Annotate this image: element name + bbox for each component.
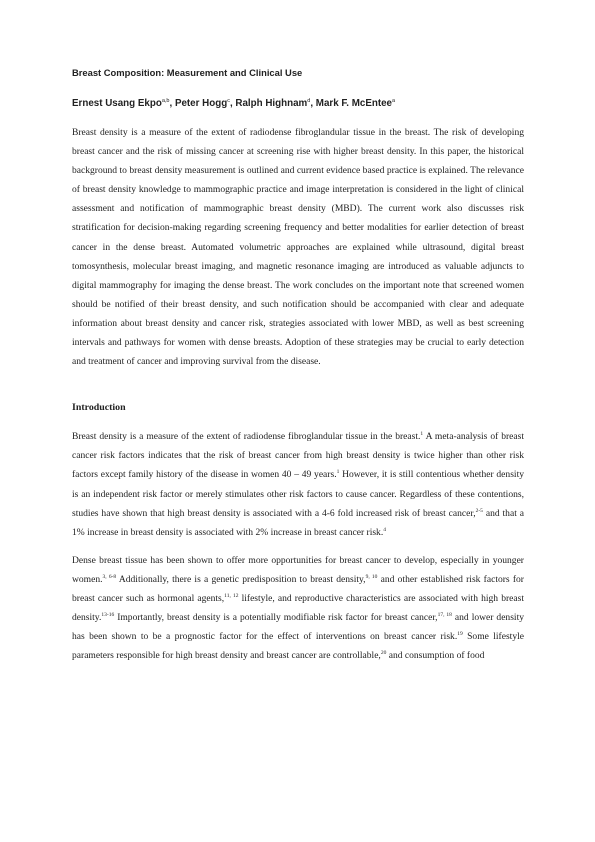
introduction-paragraph-2 (72, 551, 524, 666)
text-run: and other established risk factors for breast cancer such as hormonal agents, (72, 573, 524, 604)
citation-superscript: 20 (380, 650, 387, 657)
text-run: Breast density is a measure of the extent of radiodense fibroglandular tissue in the breast. (72, 431, 421, 443)
introduction-paragraph-1 (72, 427, 524, 542)
citation-superscript: 13-16 (101, 612, 115, 619)
citation-superscript: 1 (336, 469, 340, 476)
citation-superscript: 9, 10 (365, 573, 378, 580)
text-run: However, it is still contentious whether density is an independent risk factor or merely stimulates other risk factors to cause cancer. Regardless of these contentions, studies have shown that high breast density is associated with a 4-6 fold increased risk of breast cancer, (72, 469, 524, 519)
text-run: Some lifestyle parameters responsible for high breast density and breast cancer are controllable, (72, 631, 524, 662)
citation-superscript: 2-5 (475, 507, 483, 514)
author-separator: , (310, 98, 316, 109)
text-run: and that a 1% increase in breast density is associated with 2% increase in breast cancer risk. (72, 507, 524, 538)
author-affiliation-marker: d (307, 98, 311, 104)
text-run: Importantly, breast density is a potentially modifiable risk factor for breast cancer, (114, 612, 438, 624)
paper-page (72, 66, 524, 665)
text-run: Dense breast tissue has been shown to offer more opportunities for breast cancer to develop, especially in younger women. (72, 554, 524, 585)
author-affiliation-marker: c (227, 98, 230, 104)
author-name: Ernest Usang Ekpo (72, 98, 162, 109)
paper-title: Breast Composition: Measurement and Clinical Use (72, 67, 303, 78)
author-list (72, 97, 524, 111)
citation-superscript: 17, 18 (437, 612, 452, 619)
citation-superscript: 1 (420, 431, 424, 438)
text-run: A meta-analysis of breast cancer risk factors indicates that the risk of breast cancer from high breast density is twice higher than other risk factors except family history of the disease in women 40 – 49 years. (72, 431, 525, 481)
section-heading-introduction: Introduction (72, 402, 126, 414)
citation-superscript: 3, 6-8 (102, 573, 117, 580)
text-run: and consumption of food (386, 650, 485, 662)
text-run: and lower density has been shown to be a prognostic factor for the effect of interventions on breast cancer risk. (72, 612, 525, 643)
author-name: Mark F. McEntee (315, 98, 393, 109)
author-name: Ralph Highnam (235, 98, 308, 109)
author-separator: , (229, 98, 236, 109)
text-run: lifestyle, and reproductive characteristics are associated with high breast density. (72, 592, 524, 624)
abstract: Breast density is a measure of the extent of radiodense fibroglandular tissue in the breast. The risk of developing breast cancer and the risk of missing cancer at screening rise with higher breast density. In this paper, the historical background to breast density measurement is outlined and current evidence based practice is explained. The relevance of breast density knowledge to mammographic practice and image interpretation is considered in the light of clinical assessment and notification of mammographic breast density (MBD). The current work also discusses risk stratification for decision-making regarding screening frequency and better modalities for earlier detection of breast cancer in the dense breast. Automated volumetric approaches are explained while ultrasound, digital breast tomosynthesis, molecular breast imaging, and magnetic resonance imaging are introduced as valuable adjuncts to digital mammography for imaging the dense breast. The work concludes on the important note that screened women should be notified of their breast density, and such notification should be accompanied with clear and adequate information about breast density and cancer risk, strategies associated with lower MBD, as well as best screening intervals and pathways for women with dense breasts. Adoption of these strategies may be crucial to early detection and treatment of cancer and improving survival from the disease. (72, 127, 524, 368)
citation-superscript: 19 (457, 631, 463, 638)
citation-superscript: 4 (383, 526, 386, 533)
citation-superscript: 11, 12 (224, 592, 239, 599)
text-run: Additionally, there is a genetic predisposition to breast density, (116, 573, 366, 585)
author-separator: , (169, 98, 175, 109)
author-affiliation-marker: a (392, 98, 396, 104)
author-name: Peter Hogg (174, 98, 228, 109)
author-affiliation-marker: a,b (161, 98, 170, 104)
